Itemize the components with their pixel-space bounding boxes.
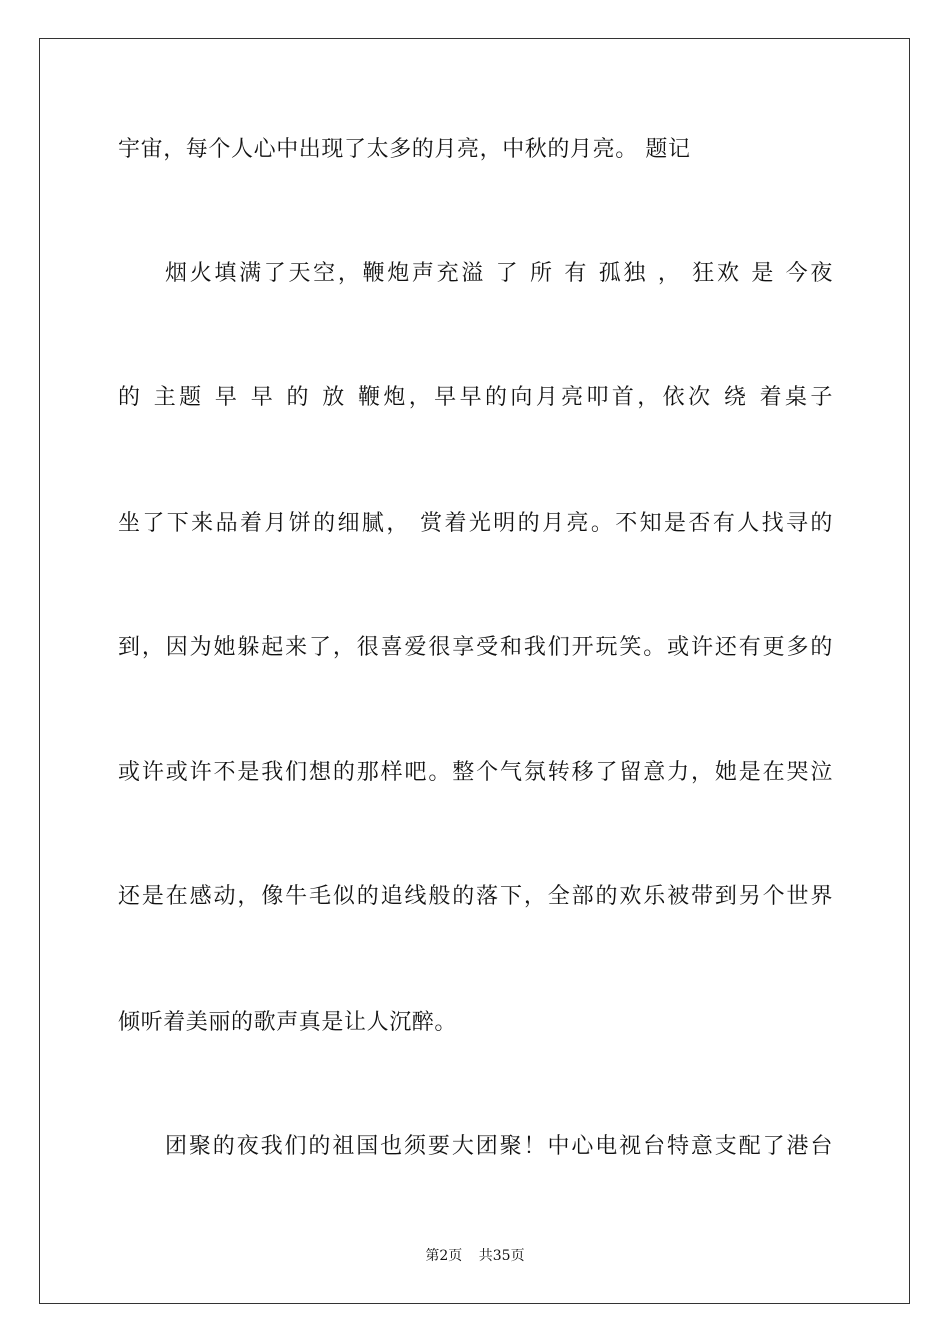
text-line-5: 到，因为她躲起来了，很喜爱很享受和我们开玩笑。或许还有更多的 [118,635,833,660]
text-line-6: 或许或许不是我们想的那样吧。整个气氛转移了留意力，她是在哭泣 [118,760,833,785]
page-total: 共35页 [478,1248,525,1264]
text-line-8: 倾听着美丽的歌声真是让人沉醉。 [118,1010,458,1035]
text-line-9: 团聚的夜我们的祖国也须要大团聚！中心电视台特意支配了港台 [165,1134,833,1159]
text-line-7: 还是在感动，像牛毛似的追线般的落下，全部的欢乐被带到另个世界 [118,884,833,909]
text-line-3: 的 主题 早 早 的 放 鞭炮，早早的向月亮叩首，依次 绕 着桌子 [118,385,833,410]
text-line-4: 坐了下来品着月饼的细腻， 赏着光明的月亮。不知是否有人找寻的 [118,511,833,536]
page-footer [0,1247,950,1265]
text-line-2: 烟火填满了天空，鞭炮声充溢 了 所 有 孤独 ， 狂欢 是 今夜 [165,261,833,286]
page-number: 第2页 [425,1248,463,1264]
page-border [39,38,910,1304]
text-line-1: 宇宙，每个人心中出现了太多的月亮，中秋的月亮。 题记 [118,137,691,162]
